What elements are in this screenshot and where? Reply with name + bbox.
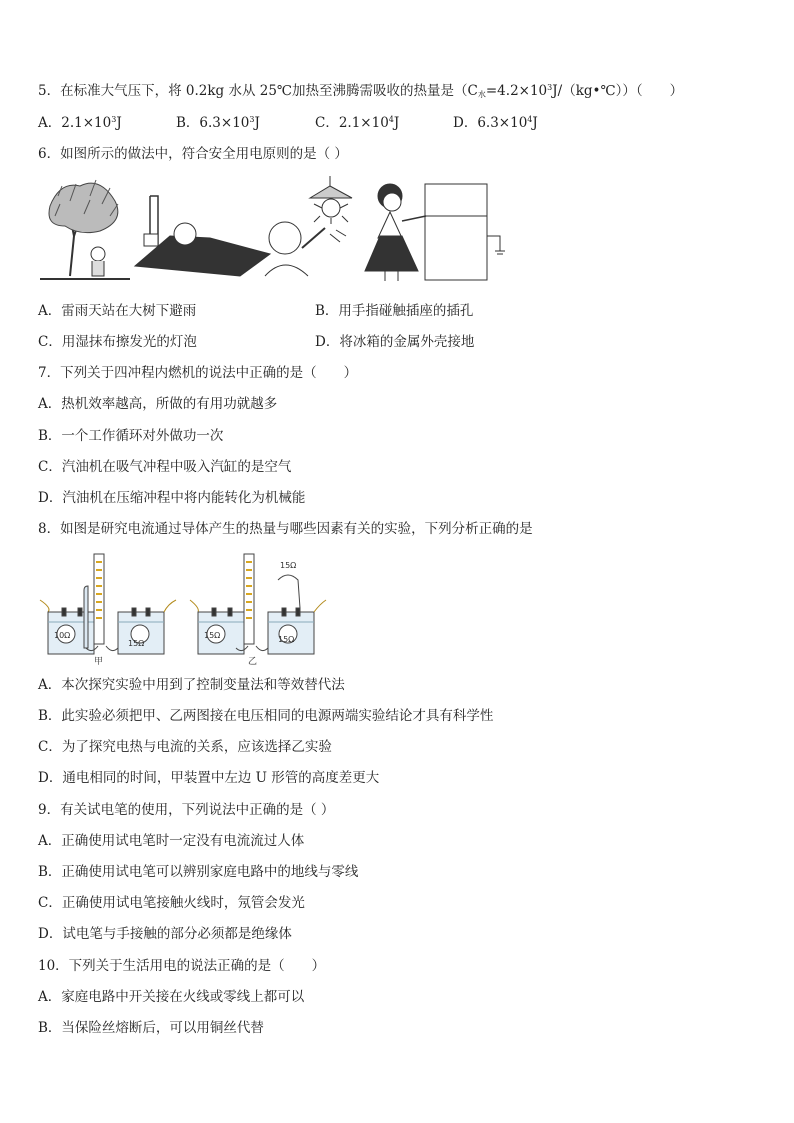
q5-stem-subscript: 水 bbox=[477, 90, 486, 99]
yi-left-resistor-label: 15Ω bbox=[204, 631, 221, 640]
q9-option-d: D．试电笔与手接触的部分必须都是绝缘体 bbox=[38, 926, 292, 942]
yi-right-resistor-label: 15Ω bbox=[278, 635, 295, 644]
q10-option-a: A．家庭电路中开关接在火线或零线上都可以 bbox=[38, 989, 305, 1005]
q7-option-c: C．汽油机在吸气冲程中吸入汽缸的是空气 bbox=[38, 459, 292, 475]
q5-stem-superscript: 3 bbox=[547, 83, 553, 92]
q8-option-a: A．本次探究实验中用到了控制变量法和等效替代法 bbox=[38, 677, 345, 693]
q8-heating-experiment-figure bbox=[38, 550, 328, 668]
q5-stem-text-b: =4.2×10 bbox=[485, 83, 548, 99]
q5-option-c-exp: 4 bbox=[388, 115, 394, 124]
jia-left-resistor-label: 10Ω bbox=[54, 631, 71, 640]
q7-option-a: A．热机效率越高，所做的有用功就越多 bbox=[38, 396, 278, 412]
q10-option-b: B．当保险丝熔断后，可以用铜丝代替 bbox=[38, 1020, 264, 1036]
q10-stem: 10．下列关于生活用电的说法正确的是（ ） bbox=[38, 958, 326, 974]
yi-parallel-resistor-label: 15Ω bbox=[280, 561, 297, 570]
q6-safety-illustration bbox=[40, 176, 510, 286]
boy-wiping-bulb-picture bbox=[265, 176, 352, 276]
q8-option-c: C．为了探究电热与电流的关系，应该选择乙实验 bbox=[38, 739, 332, 755]
q5-option-a-text: A．2.1×10 bbox=[38, 115, 112, 131]
q5-stem-text-c: J/（kg•℃））（ ） bbox=[552, 83, 684, 99]
q5-option-b bbox=[176, 114, 260, 132]
q5-stem bbox=[38, 82, 683, 100]
q5-option-d-exp: 4 bbox=[527, 115, 533, 124]
q6-option-a: A．雷雨天站在大树下避雨 bbox=[38, 303, 197, 319]
q8-option-b: B．此实验必须把甲、乙两图接在电压相同的电源两端实验结论才具有科学性 bbox=[38, 708, 494, 724]
q5-stem-text-a: 5．在标准大气压下，将 0.2kg 水从 25℃加热至沸腾需吸收的热量是（C bbox=[38, 83, 478, 99]
q5-option-a-exp: 3 bbox=[111, 115, 117, 124]
q8-stem: 8．如图是研究电流通过导体产生的热量与哪些因素有关的实验，下列分析正确的是 bbox=[38, 521, 533, 537]
q5-option-a bbox=[38, 114, 122, 132]
q9-option-c: C．正确使用试电笔接触火线时，氖管会发光 bbox=[38, 895, 305, 911]
q5-option-c-unit: J bbox=[393, 115, 400, 131]
jia-label: 甲 bbox=[94, 657, 104, 667]
q6-option-d: D．将冰箱的金属外壳接地 bbox=[315, 334, 475, 350]
q7-stem: 7．下列关于四冲程内燃机的说法中正确的是（ ） bbox=[38, 365, 358, 381]
q7-option-d: D．汽油机在压缩冲程中将内能转化为机械能 bbox=[38, 490, 306, 506]
q9-option-a: A．正确使用试电笔时一定没有电流流过人体 bbox=[38, 833, 305, 849]
q5-option-d-text: D．6.3×10 bbox=[453, 115, 528, 131]
girl-at-fridge-picture bbox=[365, 184, 505, 281]
q5-option-b-text: B．6.3×10 bbox=[176, 115, 250, 131]
q9-option-b: B．正确使用试电笔可以辨别家庭电路中的地线与零线 bbox=[38, 864, 359, 880]
q5-option-d bbox=[453, 114, 538, 132]
q6-stem: 6．如图所示的做法中，符合安全用电原则的是（ ） bbox=[38, 146, 348, 162]
q5-option-b-unit: J bbox=[254, 115, 260, 131]
q5-option-c-text: C．2.1×10 bbox=[315, 115, 389, 131]
yi-label: 乙 bbox=[248, 657, 258, 667]
q5-option-a-unit: J bbox=[116, 115, 122, 131]
q6-option-c: C．用湿抹布擦发光的灯泡 bbox=[38, 334, 197, 350]
boy-touching-socket-picture bbox=[135, 196, 270, 276]
q9-stem: 9．有关试电笔的使用，下列说法中正确的是（ ） bbox=[38, 802, 335, 818]
q5-option-b-exp: 3 bbox=[249, 115, 255, 124]
jia-right-resistor-label: 15Ω bbox=[128, 639, 145, 648]
q8-option-d: D．通电相同的时间，甲装置中左边 U 形管的高度差更大 bbox=[38, 770, 380, 786]
q5-option-c bbox=[315, 114, 399, 132]
q5-option-d-unit: J bbox=[532, 115, 538, 131]
q7-option-b: B．一个工作循环对外做功一次 bbox=[38, 428, 224, 444]
tree-in-rain-picture bbox=[40, 180, 130, 279]
q6-option-b: B．用手指碰触插座的插孔 bbox=[315, 303, 474, 319]
